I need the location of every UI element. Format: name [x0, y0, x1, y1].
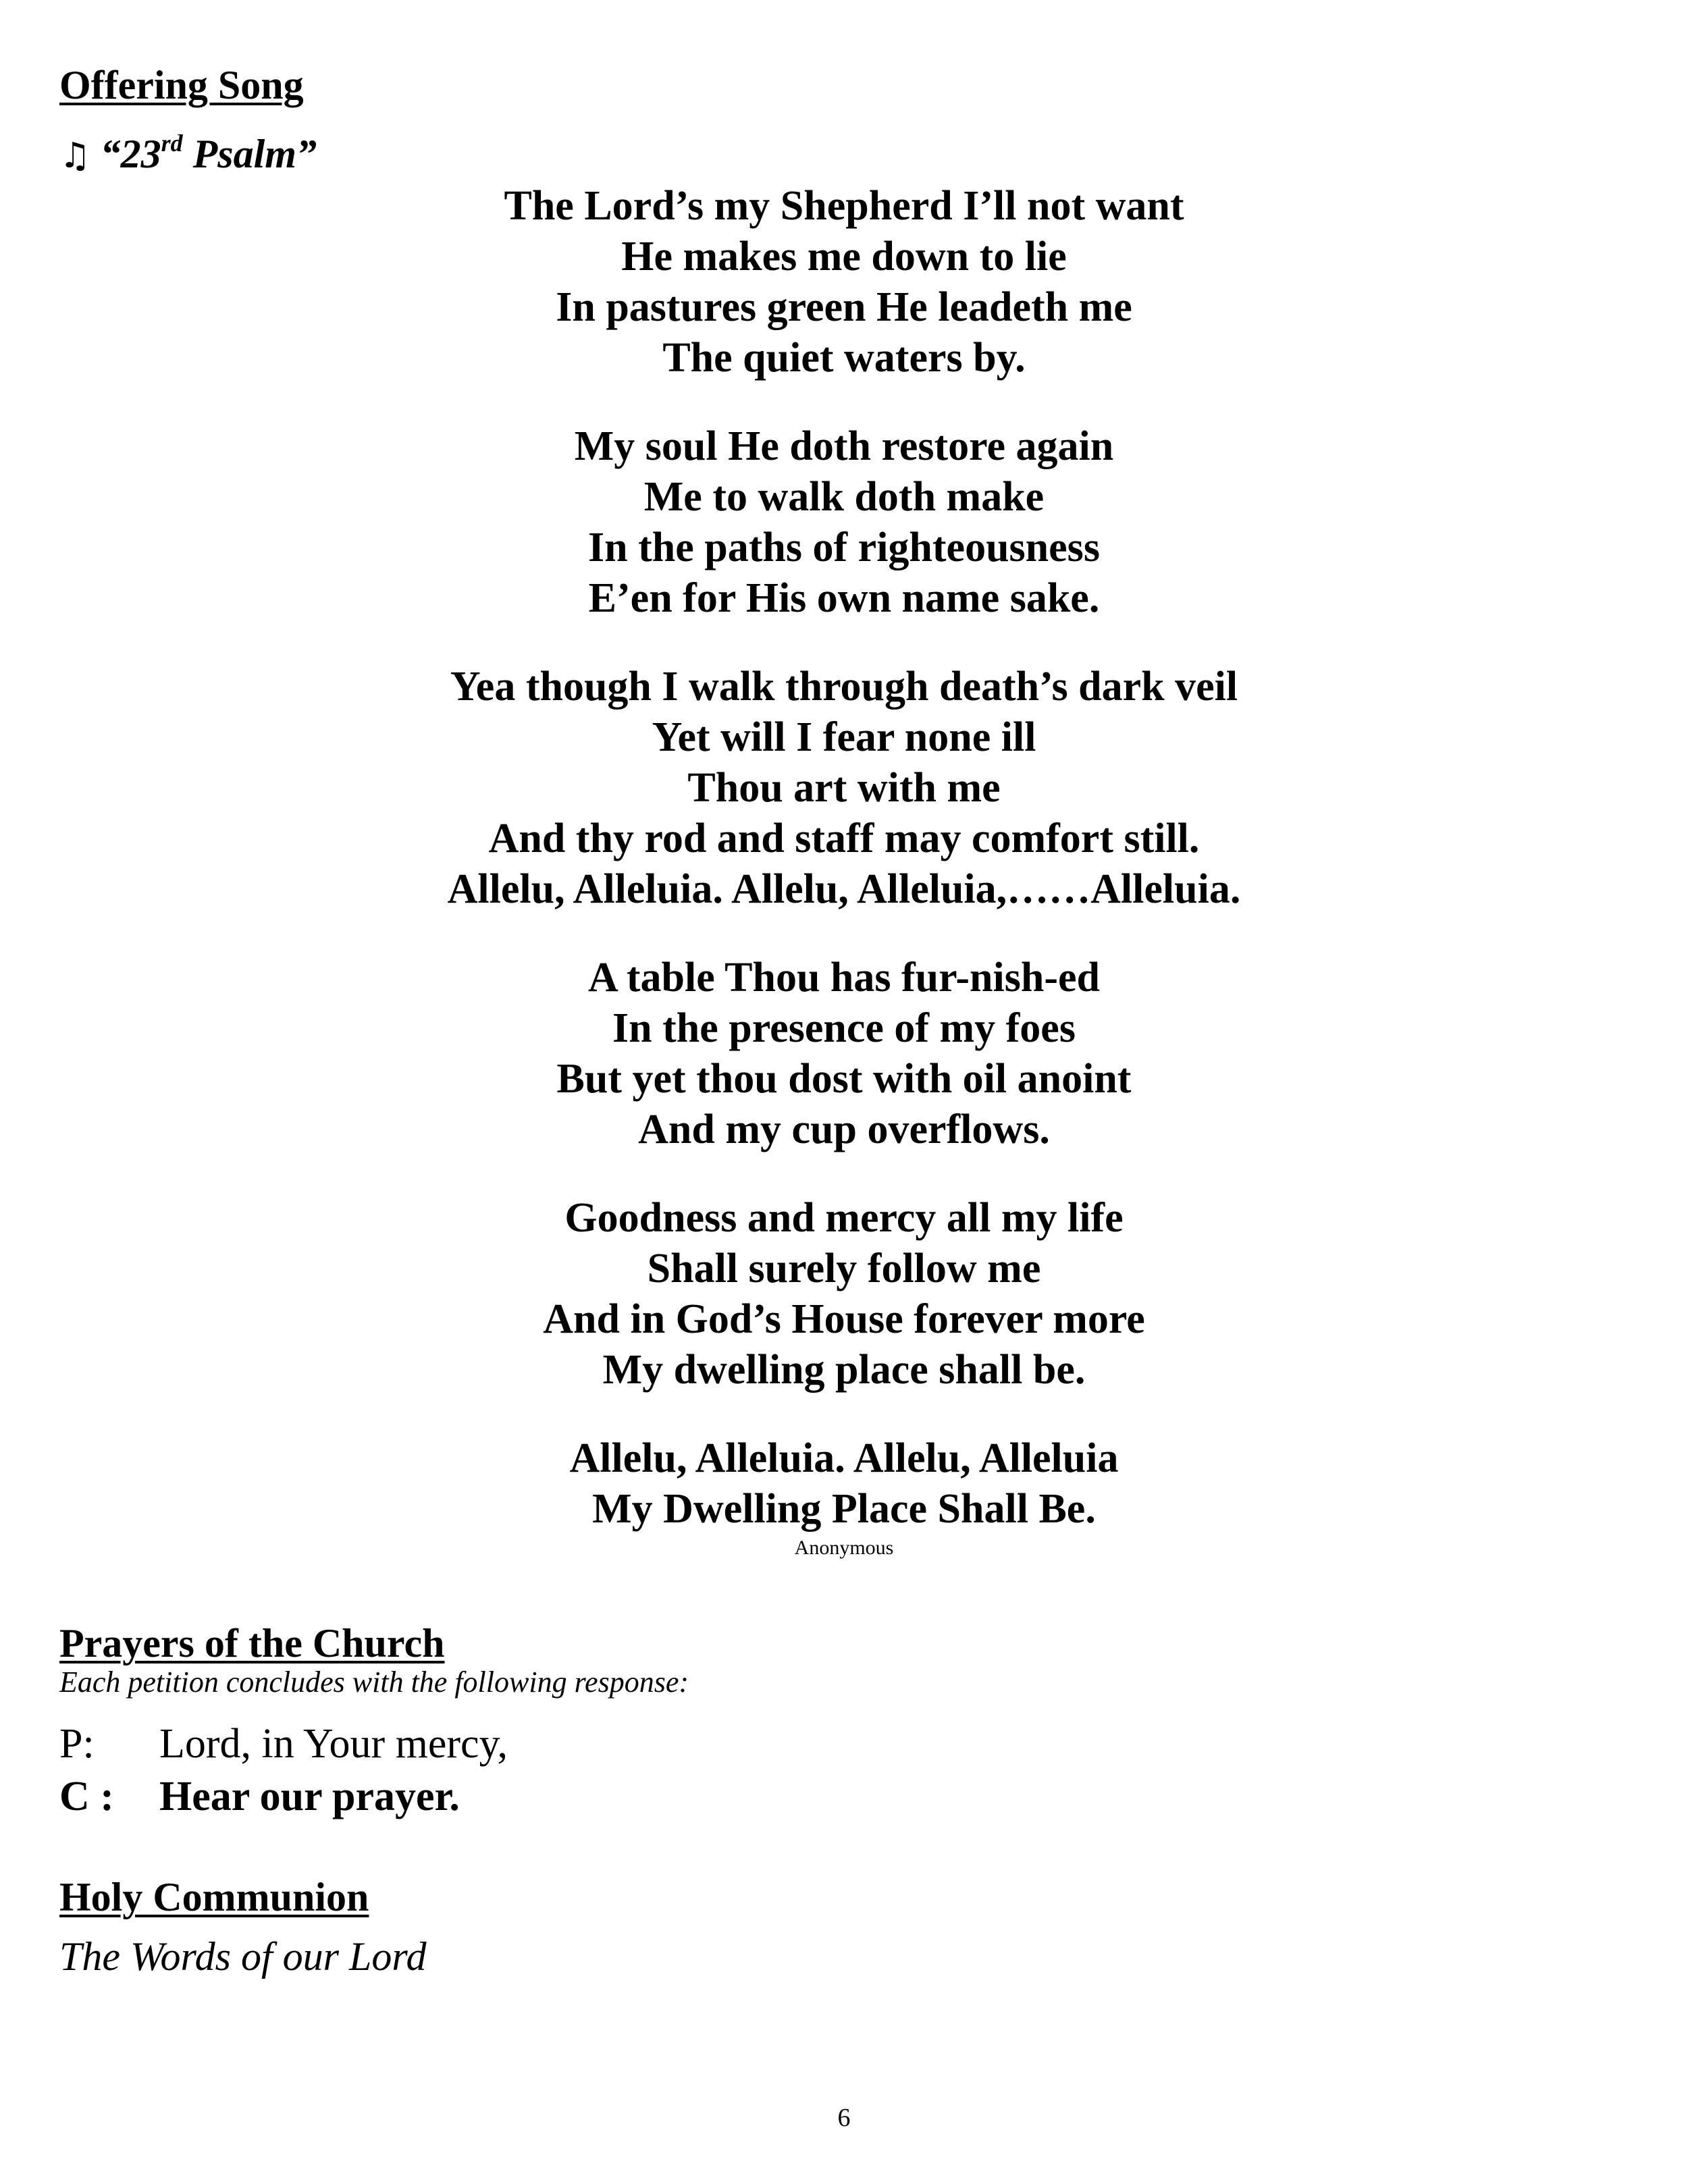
lyric-line: And thy rod and staff may comfort still.	[488, 816, 1200, 861]
lyric-line: In the presence of my foes	[612, 1005, 1076, 1051]
stanza	[0, 1193, 1688, 1395]
music-note-icon: ♫	[59, 136, 91, 176]
response-text: Lord, in Your mercy,	[159, 1721, 508, 1767]
song-title	[59, 131, 317, 174]
response-row-pastor	[59, 1723, 508, 1765]
stanza	[0, 181, 1688, 383]
lyric-line: Allelu, Alleluia. Allelu, Alleluia,……Alleluia.	[447, 866, 1241, 912]
lyric-line: Shall surely follow me	[647, 1246, 1041, 1291]
lyric-line: E’en for His own name sake.	[588, 575, 1100, 621]
lyric-line: My Dwelling Place Shall Be.	[592, 1486, 1096, 1532]
lyric-line: Thou art with me	[687, 765, 1001, 811]
song-title-sup: rd	[161, 130, 183, 157]
lyric-line: The quiet waters by.	[662, 335, 1026, 381]
response-text: Hear our prayer.	[159, 1774, 460, 1819]
stanza	[0, 421, 1688, 624]
lyric-line: Allelu, Alleluia. Allelu, Alleluia	[569, 1435, 1119, 1481]
lyric-line: The Lord’s my Shepherd I’ll not want	[504, 183, 1184, 229]
response-speaker: P:	[59, 1721, 95, 1767]
holy-communion-heading: Holy Communion	[59, 1875, 369, 1919]
lyric-line: Goodness and mercy all my life	[564, 1195, 1124, 1241]
response-row-congregation	[59, 1776, 460, 1817]
lyric-line: And my cup overflows.	[638, 1107, 1050, 1152]
song-title-pre: “23	[100, 132, 161, 176]
lyric-line: In the paths of righteousness	[588, 525, 1100, 570]
lyric-line: Me to walk doth make	[643, 474, 1045, 520]
lyric-line: But yet thou dost with oil anoint	[556, 1056, 1132, 1102]
words-of-our-lord: The Words of our Lord	[59, 1934, 427, 1979]
lyric-line: Yet will I fear none ill	[652, 714, 1036, 760]
offering-song-heading: Offering Song	[59, 63, 304, 107]
lyric-line: In pastures green He leadeth me	[556, 284, 1132, 330]
lyric-line: Yea though I walk through death’s dark veil	[450, 664, 1238, 710]
stanza	[0, 1433, 1688, 1535]
song-credit: Anonymous	[794, 1537, 894, 1559]
lyric-line: A table Thou has fur-nish-ed	[588, 955, 1100, 1001]
lyric-line: My dwelling place shall be.	[602, 1347, 1086, 1393]
prayers-instruction: Each petition concludes with the following response:	[59, 1666, 689, 1699]
lyric-line: He makes me down to lie	[621, 234, 1067, 279]
stanza	[0, 662, 1688, 915]
prayers-heading: Prayers of the Church	[59, 1621, 445, 1666]
song-title-post: Psalm”	[182, 132, 317, 176]
lyric-line: And in God’s House forever more	[543, 1296, 1145, 1342]
lyric-line: My soul He doth restore again	[574, 423, 1114, 469]
stanza	[0, 953, 1688, 1155]
response-speaker: C :	[59, 1774, 114, 1819]
song-lyrics	[0, 181, 1688, 1572]
page-number: 6	[837, 2104, 851, 2132]
